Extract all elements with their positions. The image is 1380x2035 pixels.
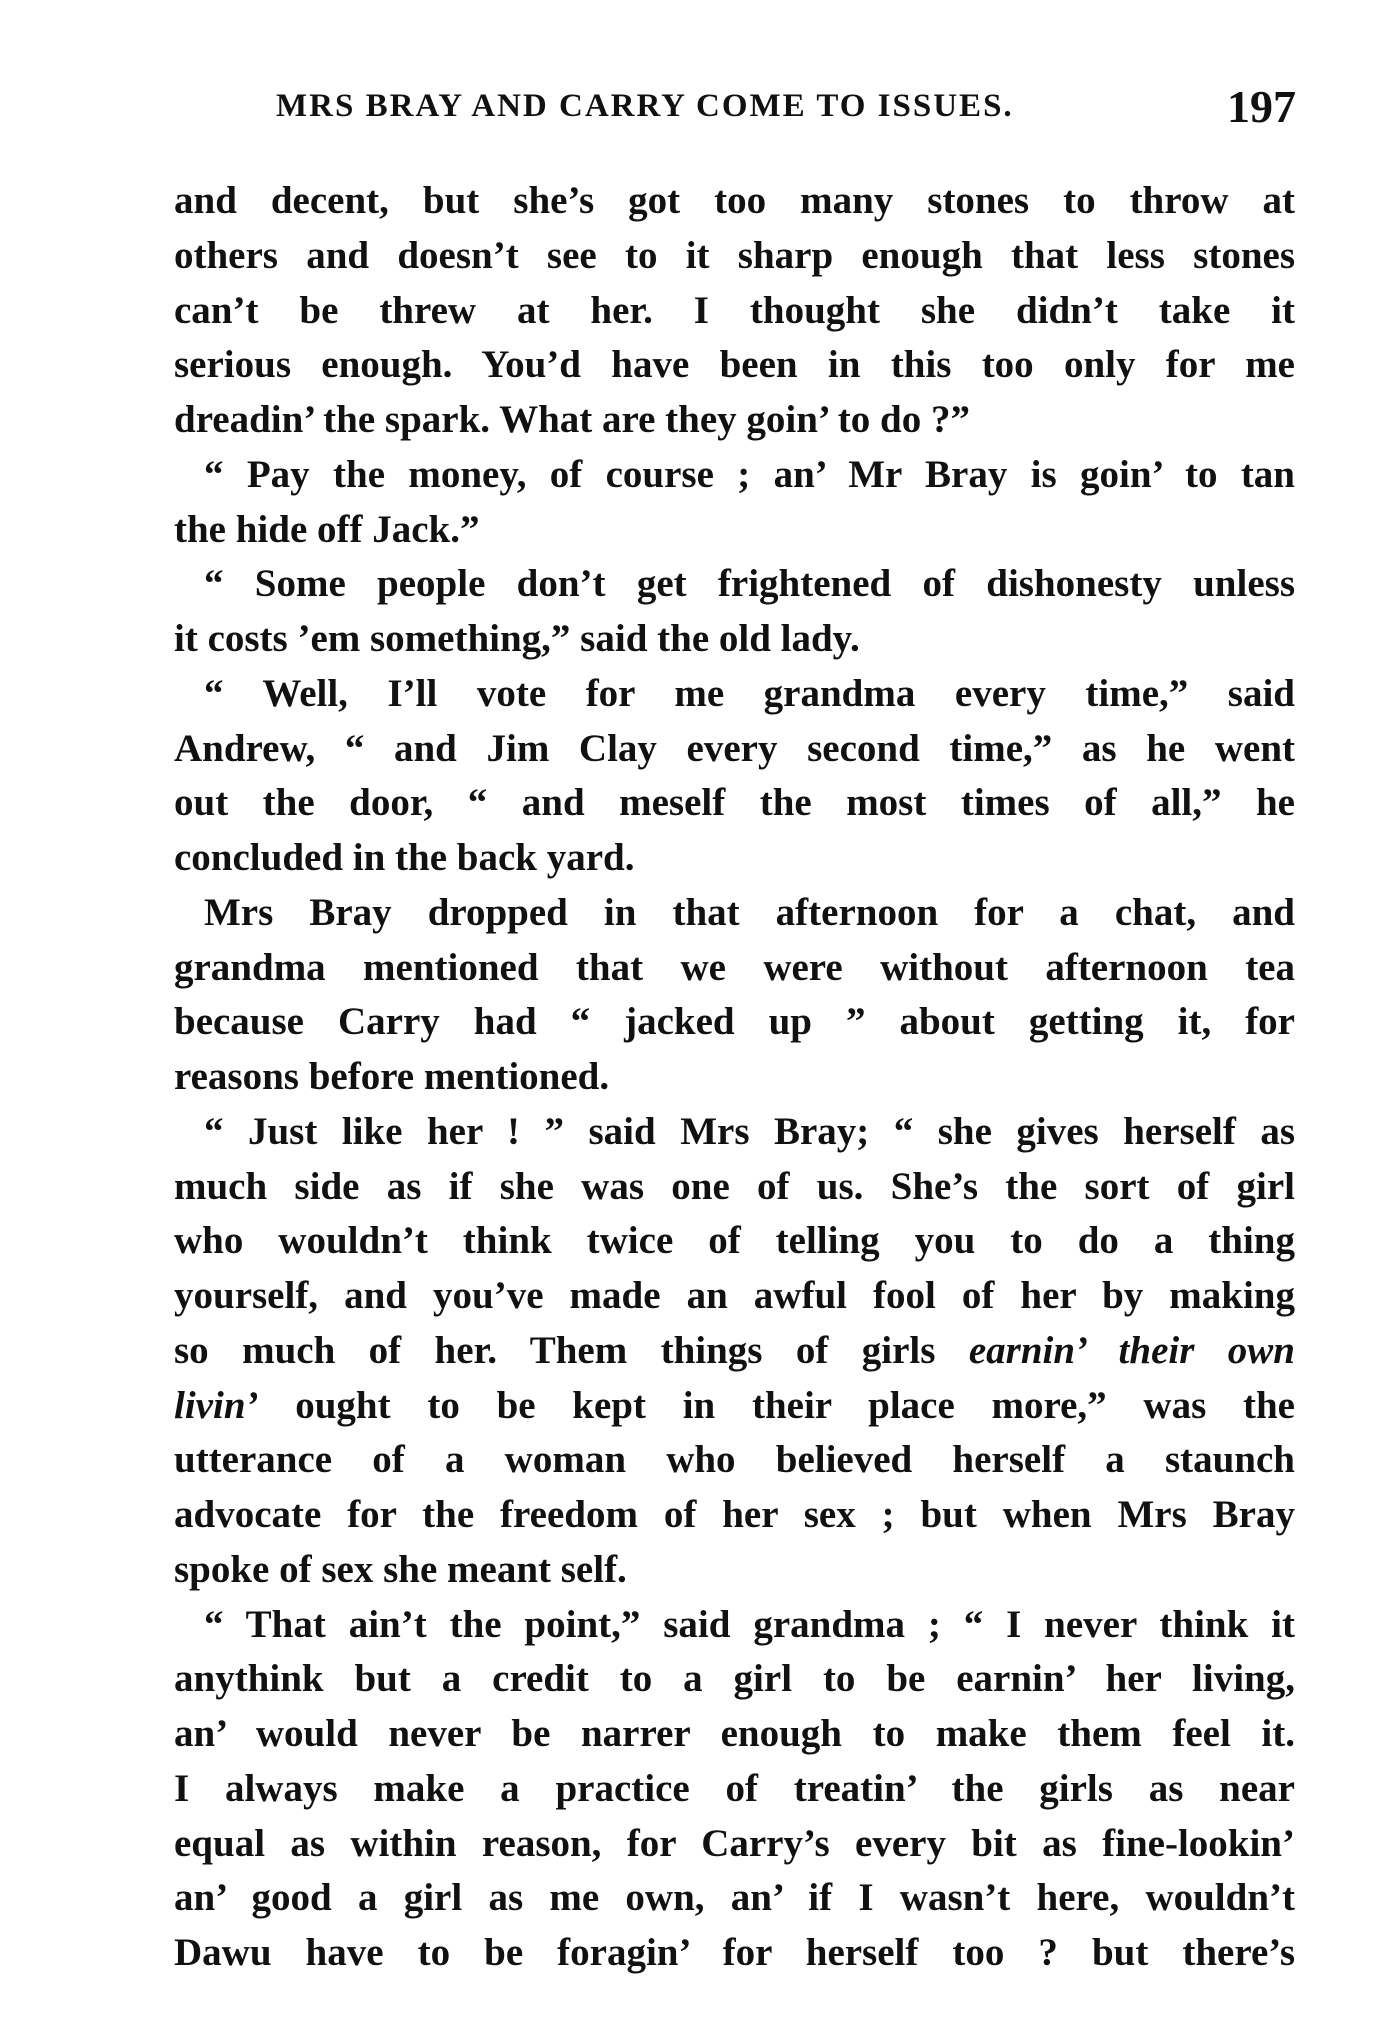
text-segment: utterance of a woman who believed herself a staunch: [174, 1438, 1295, 1482]
text-line: [174, 1050, 1295, 1105]
text-line: [174, 1707, 1295, 1762]
text-line: [174, 174, 1295, 229]
chapter-title: MRS BRAY AND CARRY COME TO ISSUES.: [276, 88, 1014, 124]
text-line: [174, 831, 1295, 886]
text-line: [174, 1433, 1295, 1488]
text-line: [174, 393, 1295, 448]
text-segment: much side as if she was one of us. She’s the sort of girl: [174, 1164, 1295, 1208]
body-text: [174, 174, 1295, 1981]
text-line: [174, 1160, 1295, 1215]
text-segment: serious enough. You’d have been in this too only for me: [174, 343, 1295, 387]
text-line: [174, 448, 1295, 503]
text-segment: anythink but a credit to a girl to be earnin’ her living,: [174, 1657, 1295, 1701]
text-line: [174, 1379, 1295, 1434]
text-line: [174, 612, 1295, 667]
text-segment: can’t be threw at her. I thought she didn’t take it: [174, 288, 1295, 332]
text-line: [174, 1543, 1295, 1598]
text-line: [174, 1105, 1295, 1160]
italic-text: livin’: [174, 1383, 259, 1427]
text-segment: out the door, “ and meself the most times of all,” he: [174, 781, 1295, 825]
text-line: [174, 722, 1295, 777]
text-line: [174, 995, 1295, 1050]
text-segment: because Carry had “ jacked up ” about getting it, for: [174, 1000, 1295, 1044]
text-line: [174, 1269, 1295, 1324]
text-line: [174, 1762, 1295, 1817]
text-segment: Andrew, “ and Jim Clay every second time,” as he went: [174, 726, 1295, 770]
text-line: [174, 886, 1295, 941]
text-segment: ought to be kept in their place more,” was the: [258, 1383, 1295, 1427]
text-segment: spoke of sex she meant self.: [174, 1547, 627, 1591]
text-segment: advocate for the freedom of her sex ; but when Mrs Bray: [174, 1493, 1295, 1536]
text-segment: dreadin’ the spark. What are they goin’ to do ?”: [174, 398, 970, 441]
text-line: [174, 941, 1295, 996]
text-segment: and decent, but she’s got too many stones to throw at: [174, 179, 1295, 222]
text-segment: Dawu have to be foragin’ for herself too ? but there’s: [174, 1931, 1295, 1974]
text-line: [174, 1652, 1295, 1707]
text-segment: grandma mentioned that we were without afternoon tea: [174, 945, 1295, 989]
text-line: [174, 557, 1295, 612]
text-segment: the hide off Jack.”: [174, 507, 480, 551]
text-line: [174, 1926, 1295, 1981]
text-segment: “ That ain’t the point,” said grandma ; “ I never think it: [204, 1602, 1295, 1646]
text-segment: “ Some people don’t get frightened of dishonesty unless: [204, 562, 1295, 606]
text-segment: I always make a practice of treatin’ the girls as near: [174, 1766, 1295, 1810]
text-segment: yourself, and you’ve made an awful fool of her by making: [174, 1274, 1295, 1317]
text-segment: who wouldn’t think twice of telling you to do a thing: [174, 1219, 1295, 1263]
text-line: [174, 1324, 1295, 1379]
text-line: [174, 284, 1295, 339]
text-line: [174, 1817, 1295, 1872]
text-segment: “ Well, I’ll vote for me grandma every time,” said: [204, 671, 1295, 715]
text-line: [174, 1598, 1295, 1653]
text-line: [174, 667, 1295, 722]
text-segment: Mrs Bray dropped in that afternoon for a chat, and: [204, 890, 1295, 934]
text-segment: reasons before mentioned.: [174, 1055, 610, 1098]
text-segment: equal as within reason, for Carry’s every bit as fine-lookin’: [174, 1821, 1295, 1865]
text-segment: “ Pay the money, of course ; an’ Mr Bray is goin’ to tan: [204, 452, 1295, 496]
italic-text: earnin’ their own: [968, 1328, 1295, 1372]
running-head: [276, 82, 1296, 132]
text-line: [174, 229, 1295, 284]
text-segment: others and doesn’t see to it sharp enough that less stones: [174, 233, 1295, 277]
text-segment: an’ good a girl as me own, an’ if I wasn’t here, wouldn’t: [174, 1876, 1295, 1920]
text-line: [174, 1488, 1295, 1543]
page-number: 197: [1227, 81, 1296, 132]
text-line: [174, 503, 1295, 558]
text-line: [174, 776, 1295, 831]
text-segment: so much of her. Them things of girls: [174, 1328, 969, 1372]
text-segment: an’ would never be narrer enough to make them feel it.: [174, 1712, 1295, 1755]
text-line: [174, 338, 1295, 393]
text-line: [174, 1214, 1295, 1269]
text-segment: concluded in the back yard.: [174, 836, 635, 879]
text-segment: it costs ’em something,” said the old lady.: [174, 617, 860, 660]
text-line: [174, 1871, 1295, 1926]
text-segment: “ Just like her ! ” said Mrs Bray; “ she gives herself as: [204, 1109, 1295, 1153]
